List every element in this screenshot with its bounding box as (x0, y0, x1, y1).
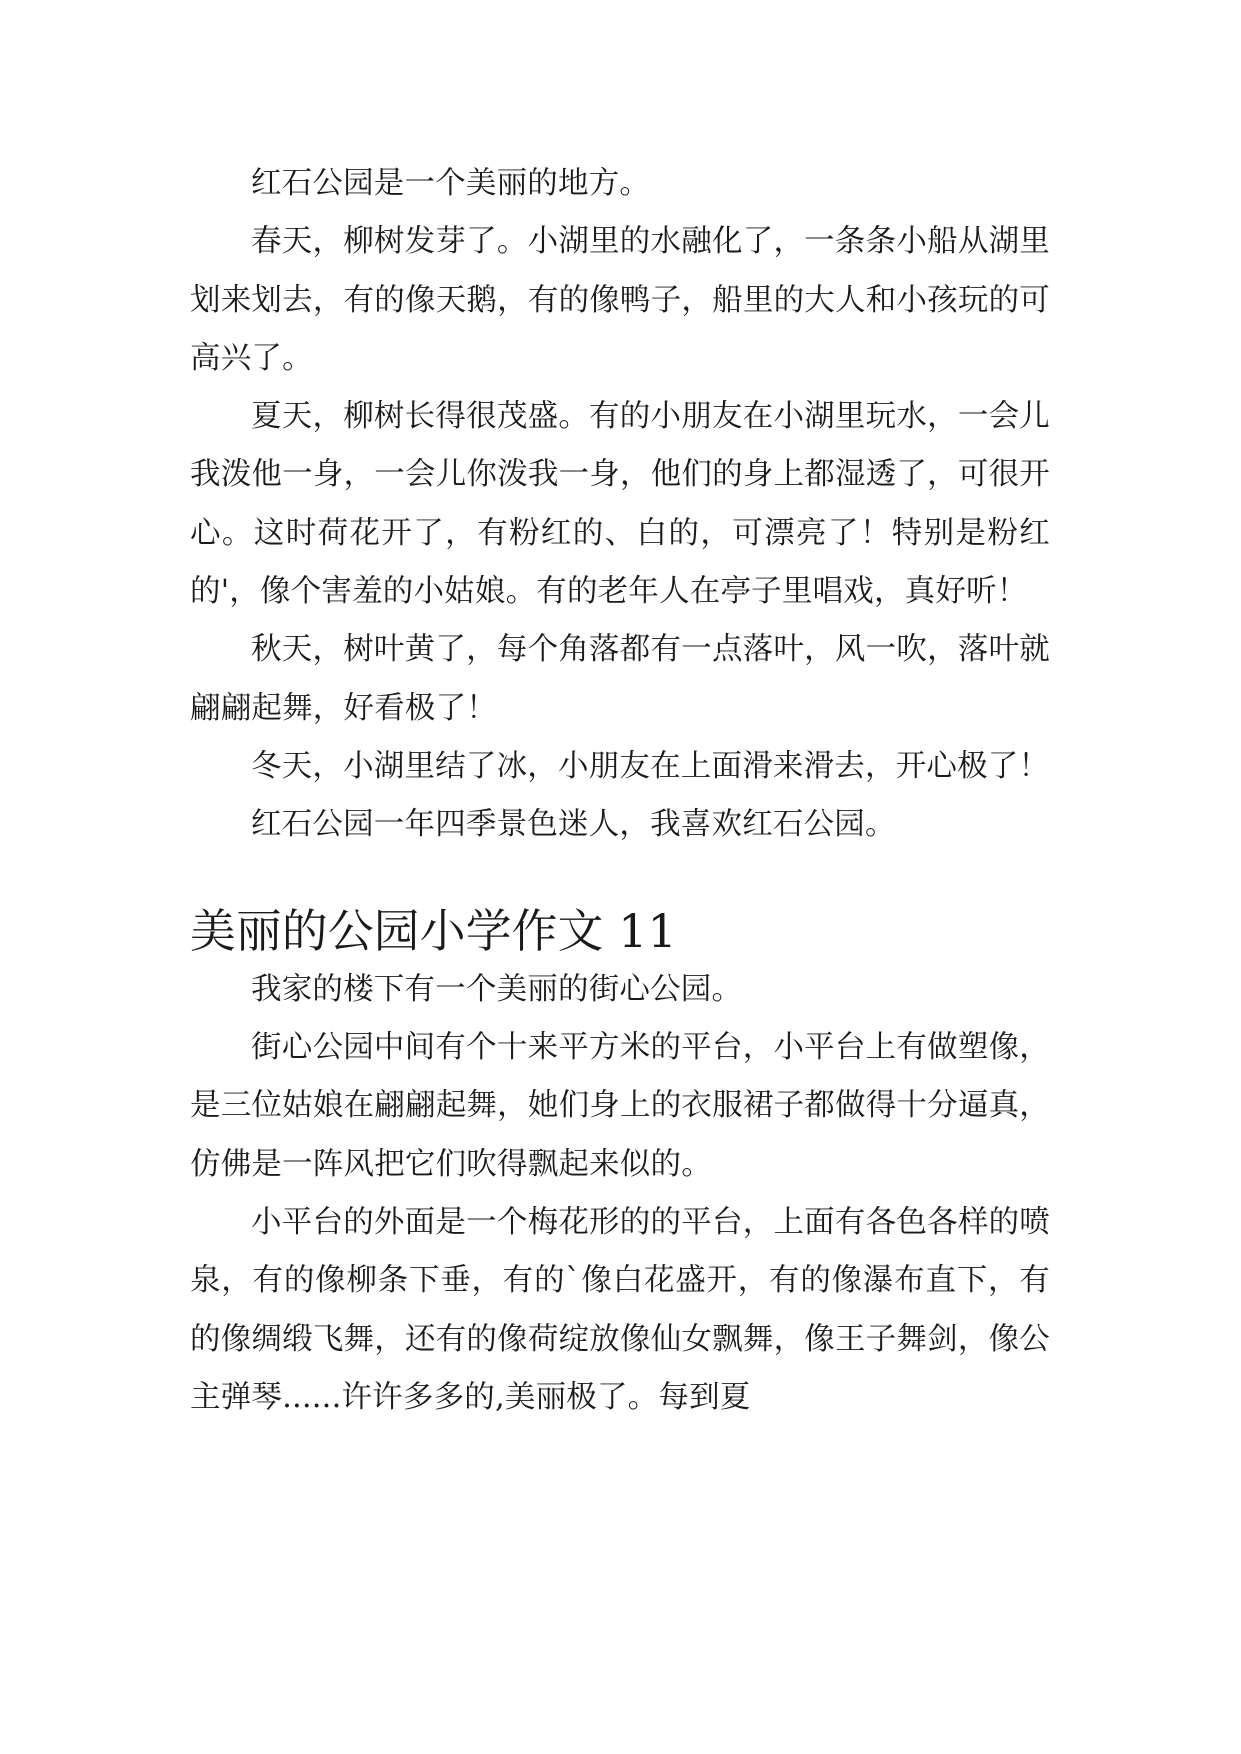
paragraph-spring: 春天，柳树发芽了。小湖里的水融化了，一条条小船从湖里划来划去，有的像天鹅，有的像鸭子，船里的大人和小孩玩的可高兴了。 (190, 224, 1050, 376)
paragraph-autumn: 秋天，树叶黄了，每个角落都有一点落叶，风一吹，落叶就翩翩起舞，好看极了！ (190, 632, 1050, 726)
paragraph-summer: 夏天，柳树长得很茂盛。有的小朋友在小湖里玩水，一会儿我泼他一身，一会儿你泼我一身，他们的身上都湿透了，可很开心。这时荷花开了，有粉红的、白的，可漂亮了！特别是粉红的'，像个害羞的小姑娘。有的老年人在亭子里唱戏，真好听！ (190, 399, 1050, 610)
essay-heading: 美丽的公园小学作文 11 (190, 904, 677, 958)
paragraph-fountains: 小平台的外面是一个梅花形的的平台，上面有各色各样的喷泉，有的像柳条下垂，有的`像白花盛开，有的像瀑布直下，有的像绸缎飞舞，还有的像荷绽放像仙女飘舞，像王子舞剑，像公主弹琴......许许多多的,美丽极了。每到夏 (190, 1205, 1050, 1415)
document-body (190, 155, 1050, 1427)
paragraph-park-intro: 我家的楼下有一个美丽的街心公园。 (251, 971, 743, 1007)
paragraph-conclusion: 红石公园一年四季景色迷人，我喜欢红石公园。 (251, 807, 896, 843)
paragraph-winter: 冬天，小湖里结了冰，小朋友在上面滑来滑去，开心极了！ (251, 748, 1050, 784)
paragraph-platform: 街心公园中间有个十来平方米的平台，小平台上有做塑像，是三位姑娘在翩翩起舞，她们身上的衣服裙子都做得十分逼真，仿佛是一阵风把它们吹得飘起来似的。 (190, 1030, 1050, 1182)
paragraph-intro: 红石公园是一个美丽的地方。 (251, 166, 651, 201)
